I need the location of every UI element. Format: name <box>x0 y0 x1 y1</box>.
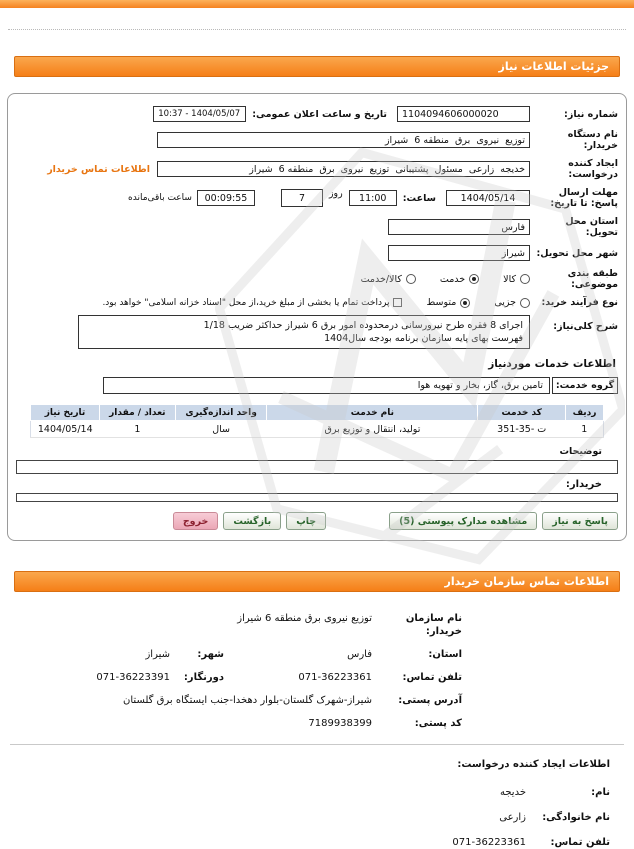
radio-service[interactable] <box>440 274 479 285</box>
radio-goods-service-icon <box>406 274 416 284</box>
contact-province-label: استان: <box>428 649 462 660</box>
delivery-city-input[interactable] <box>388 245 530 261</box>
th-row-index: ردیف <box>566 405 604 421</box>
radio-goods-service-label: کالا/خدمت <box>360 273 402 285</box>
need-desc-box[interactable] <box>78 315 530 349</box>
service-group-input[interactable]: تامین برق، گاز، بخار و تهویه هوا <box>103 377 550 394</box>
radio-minor-icon <box>520 298 530 308</box>
radio-medium-icon <box>460 298 470 308</box>
remaining-time-label: ساعت باقی‌مانده <box>128 193 192 203</box>
services-section-title: اطلاعات خدمات موردنیاز <box>488 358 616 370</box>
cell-service-code: ت -35-351 <box>478 421 566 438</box>
creator-phone-value: 071-36223361 <box>452 837 526 848</box>
org-name-value: توزیع نیروی برق منطقه 6 شیراز <box>237 613 372 624</box>
cell-service-name: تولید، انتقال و توزیع برق <box>267 421 478 438</box>
treasury-checkbox-icon <box>393 298 402 307</box>
contact-fax-value: 071-36223391 <box>96 672 170 683</box>
contact-header-title: اطلاعات تماس سازمان خریدار <box>444 575 609 588</box>
request-creator-label: ایجاد کننده درخواست: <box>568 158 618 180</box>
announce-datetime-input[interactable] <box>153 106 246 122</box>
creator-info-section <box>0 745 634 849</box>
deadline-label: مهلت ارسال پاسخ: تا تاریخ: <box>550 187 618 209</box>
buyer-org-label: نام دستگاه خریدار: <box>567 129 618 151</box>
contact-fax-label: دورنگار: <box>183 672 224 683</box>
contact-postal-value: 7189938399 <box>308 718 372 729</box>
process-type-label: نوع فرآیند خرید: <box>541 297 618 308</box>
radio-goods-label: کالا <box>503 273 516 285</box>
radio-service-icon <box>469 274 479 284</box>
subject-class-label: طبقه بندی موضوعی: <box>567 268 618 290</box>
th-service-code: کد خدمت <box>478 405 566 421</box>
details-header-bar <box>14 56 620 77</box>
contact-postal-label: کد پستی: <box>414 718 462 729</box>
radio-goods-icon <box>520 274 530 284</box>
contact-city-label: شهر: <box>197 649 224 660</box>
delivery-city-label: شهر محل تحویل: <box>536 247 618 259</box>
need-desc-label: شرح کلی‌نیاز: <box>553 321 618 332</box>
radio-medium-label: متوسط <box>426 297 457 308</box>
th-quantity: تعداد / مقدار <box>99 405 175 421</box>
contact-phone-value: 071-36223361 <box>298 672 372 683</box>
creator-info-title: اطلاعات ایجاد کننده درخواست: <box>457 759 610 770</box>
contact-address-value: شیراز-شهرک گلستان-بلوار دهخدا-جنب ایستگاه برق گلستان <box>123 695 372 706</box>
radio-service-label: خدمت <box>439 273 466 285</box>
radio-minor-label: جزیی <box>494 297 516 308</box>
cell-row-index: 1 <box>566 421 604 438</box>
days-label: روز <box>328 187 343 199</box>
request-details-panel <box>7 93 627 541</box>
details-header-title: جزئیات اطلاعات نیاز <box>498 60 609 73</box>
treasury-checkbox[interactable] <box>102 298 402 308</box>
action-buttons <box>16 512 618 530</box>
th-unit: واحد اندازه‌گیری <box>175 405 267 421</box>
radio-goods[interactable] <box>503 274 530 285</box>
table-row[interactable] <box>31 421 604 438</box>
radio-medium[interactable] <box>426 297 470 308</box>
notes-input[interactable] <box>16 460 618 474</box>
delivery-province-input[interactable] <box>388 219 530 235</box>
deadline-time-input[interactable] <box>349 190 397 206</box>
announce-datetime-label: تاریخ و ساعت اعلان عمومی: <box>252 108 387 120</box>
remaining-time-input[interactable] <box>197 190 255 206</box>
dotted-separator <box>8 29 626 30</box>
need-number-label: شماره نیاز: <box>564 108 618 120</box>
service-group-label: گروه خدمت: <box>552 377 618 394</box>
buyer-org-input[interactable] <box>157 132 530 148</box>
first-name-label: نام: <box>591 787 610 798</box>
services-table-header-row <box>31 405 604 421</box>
exit-button[interactable]: خروج <box>173 512 219 530</box>
buyer-input[interactable] <box>16 493 618 502</box>
cell-need-date: 1404/05/14 <box>31 421 100 438</box>
buyer-contact-section <box>0 592 634 730</box>
print-button[interactable]: چاپ <box>286 512 326 530</box>
first-name-value: خدیجه <box>499 787 526 798</box>
need-number-input[interactable] <box>397 106 530 122</box>
deadline-hour-label: ساعت: <box>402 192 436 204</box>
contact-header-bar <box>14 571 620 592</box>
top-accent-bar <box>0 0 634 8</box>
notes-label: توضیحات <box>559 446 602 457</box>
deadline-date-input[interactable] <box>446 190 530 206</box>
days-input[interactable] <box>281 189 323 207</box>
last-name-value: زارعی <box>499 812 526 823</box>
radio-minor[interactable] <box>494 297 530 308</box>
cell-quantity: 1 <box>99 421 175 438</box>
respond-button[interactable]: پاسخ به نیاز <box>542 512 618 530</box>
contact-address-label: آدرس پستی: <box>398 695 462 706</box>
need-desc-line1: اجرای 8 فقره طرح نیرورسانی درمحدوده امور برق 6 شیراز حداکثر ضریب 1/18 <box>203 320 523 331</box>
back-button[interactable]: بازگشت <box>223 512 281 530</box>
last-name-label: نام خانوادگی: <box>542 812 610 823</box>
th-need-date: تاریخ نیاز <box>31 405 100 421</box>
th-service-name: نام خدمت <box>267 405 478 421</box>
buyer-label: خریدار: <box>565 479 602 490</box>
view-docs-button[interactable]: مشاهده مدارک پیوستی (5) <box>389 512 537 530</box>
contact-city-value: شیراز <box>145 649 170 660</box>
delivery-province-label: استان محل تحویل: <box>565 216 618 238</box>
buyer-contact-link[interactable]: اطلاعات تماس خریدار <box>47 163 150 175</box>
contact-province-value: فارس <box>347 649 372 660</box>
request-creator-input[interactable] <box>157 161 530 177</box>
cell-unit: سال <box>175 421 267 438</box>
contact-phone-label: تلفن تماس: <box>402 672 462 683</box>
services-table <box>30 404 604 438</box>
org-name-label: نام سازمان خریدار: <box>405 613 462 637</box>
creator-phone-label: تلفن تماس: <box>550 837 610 848</box>
need-desc-line2: فهرست بهای پایه سازمان برنامه بودجه سال1404 <box>324 333 523 344</box>
radio-goods-service[interactable] <box>361 274 416 285</box>
treasury-label: پرداخت تمام یا بخشی از مبلغ خرید،از محل "اسناد خزانه اسلامی" خواهد بود. <box>102 297 390 308</box>
